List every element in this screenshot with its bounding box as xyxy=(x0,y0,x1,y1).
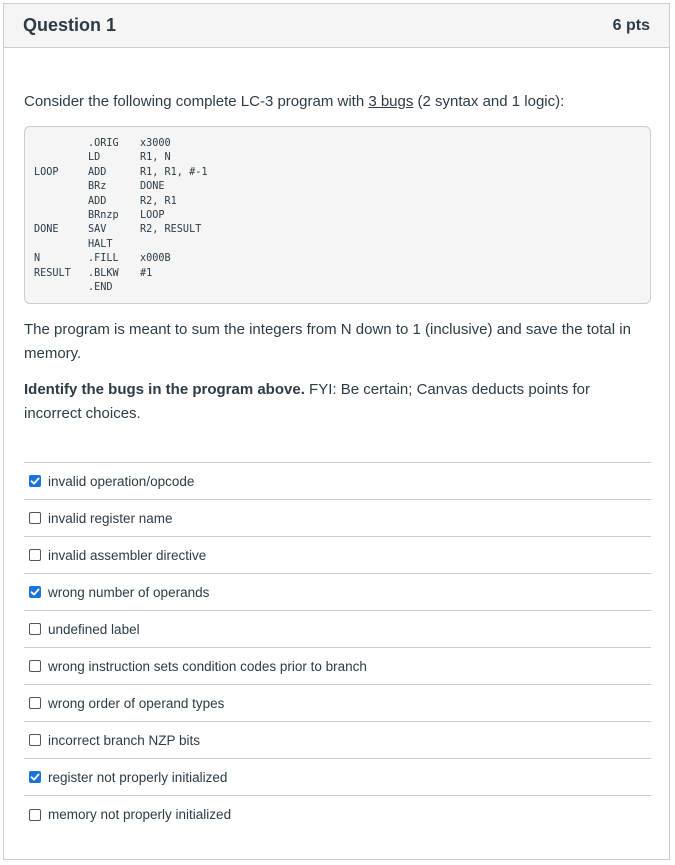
code-operands: DONE xyxy=(140,181,165,193)
code-line xyxy=(34,151,650,165)
code-opcode: .BLKW xyxy=(88,267,119,279)
code-label: N xyxy=(34,253,41,265)
code-opcode: SAV xyxy=(88,224,107,236)
checkbox[interactable] xyxy=(29,623,41,635)
code-label xyxy=(34,151,88,165)
checkbox[interactable] xyxy=(29,475,41,487)
code-label: RESULT xyxy=(34,267,71,279)
answer-option[interactable] xyxy=(24,796,651,833)
answer-list xyxy=(24,462,651,833)
code-line xyxy=(34,252,650,266)
code-opcode: BRz xyxy=(88,181,107,193)
check-icon xyxy=(30,772,40,782)
code-opcode: .FILL xyxy=(88,253,119,265)
answer-label: memory not properly initialized xyxy=(48,807,232,822)
code-line xyxy=(34,238,650,252)
code-operands: R1, N xyxy=(140,152,171,164)
code-opcode: .END xyxy=(88,281,113,293)
answer-label: invalid assembler directive xyxy=(48,547,207,563)
checkbox[interactable] xyxy=(29,734,41,746)
answer-option[interactable] xyxy=(24,463,651,500)
code-line xyxy=(34,195,650,209)
answer-option[interactable] xyxy=(24,722,651,759)
code-operands: #1 xyxy=(140,267,153,279)
code-operands: LOOP xyxy=(140,209,165,221)
code-label xyxy=(34,209,88,223)
checkbox[interactable] xyxy=(29,660,41,672)
answer-option[interactable] xyxy=(24,648,651,685)
answer-option[interactable] xyxy=(24,611,651,648)
code-opcode: LD xyxy=(88,152,101,164)
answer-option[interactable] xyxy=(24,574,651,611)
code-opcode: .ORIG xyxy=(88,138,119,149)
question-description: The program is meant to sum the integers from N down to 1 (inclusive) and save the total in memory. xyxy=(24,321,631,362)
question-instruction xyxy=(24,378,650,426)
code-label: LOOP xyxy=(34,166,59,178)
code-line xyxy=(34,166,650,180)
code-label xyxy=(34,137,88,151)
checkbox[interactable] xyxy=(29,697,41,709)
answer-label: wrong number of operands xyxy=(48,584,210,600)
question-header xyxy=(4,4,669,48)
intro-text-after: (2 syntax and 1 logic): xyxy=(413,93,565,110)
code-operands: x000B xyxy=(140,253,171,265)
code-label xyxy=(34,281,88,295)
code-label xyxy=(34,180,88,194)
instruction-rest: FYI: Be certain; Canvas deducts points for incorrect choices. xyxy=(24,381,591,422)
question-points: 6 pts xyxy=(612,16,650,34)
answer-label: incorrect branch NZP bits xyxy=(48,732,201,748)
code-label: DONE xyxy=(34,224,59,236)
check-icon xyxy=(30,476,40,486)
code-operands: x3000 xyxy=(140,138,171,149)
check-icon xyxy=(30,587,40,597)
code-label xyxy=(34,195,88,209)
code-opcode: ADD xyxy=(88,195,107,207)
checkbox[interactable] xyxy=(29,549,41,561)
code-line xyxy=(34,137,650,151)
code-opcode: ADD xyxy=(88,166,107,178)
answer-label: undefined label xyxy=(48,621,140,637)
answer-label: register not properly initialized xyxy=(48,769,228,785)
code-operands: R2, R1 xyxy=(140,195,177,207)
answer-label: invalid operation/opcode xyxy=(48,473,195,489)
code-opcode: HALT xyxy=(88,238,113,250)
question-intro xyxy=(24,92,650,112)
checkbox[interactable] xyxy=(29,809,41,821)
answer-label: invalid register name xyxy=(48,510,173,526)
intro-bugs-text: 3 bugs xyxy=(368,93,414,110)
code-line xyxy=(34,180,650,194)
code-operands: R2, RESULT xyxy=(140,224,202,236)
code-label xyxy=(34,238,88,252)
answer-label: wrong instruction sets condition codes prior to branch xyxy=(48,658,367,674)
question-title: Question 1 xyxy=(23,15,117,35)
answer-option[interactable] xyxy=(24,500,651,537)
checkbox[interactable] xyxy=(29,586,41,598)
code-line xyxy=(34,223,650,237)
checkbox[interactable] xyxy=(29,771,41,783)
instruction-bold: Identify the bugs in the program above. xyxy=(24,381,305,398)
checkbox[interactable] xyxy=(29,512,41,524)
code-block xyxy=(24,126,651,304)
answer-option[interactable] xyxy=(24,537,651,574)
question-card xyxy=(3,3,670,860)
answer-option[interactable] xyxy=(24,759,651,796)
code-operands: R1, R1, #-1 xyxy=(140,166,208,178)
answer-label: wrong order of operand types xyxy=(48,695,225,711)
answer-option[interactable] xyxy=(24,685,651,722)
code-line xyxy=(34,281,650,295)
code-opcode: BRnzp xyxy=(88,209,119,221)
code-line xyxy=(34,267,650,281)
code-line xyxy=(34,209,650,223)
intro-text-before: Consider the following complete LC-3 program with xyxy=(24,93,369,110)
question-body xyxy=(4,92,669,833)
